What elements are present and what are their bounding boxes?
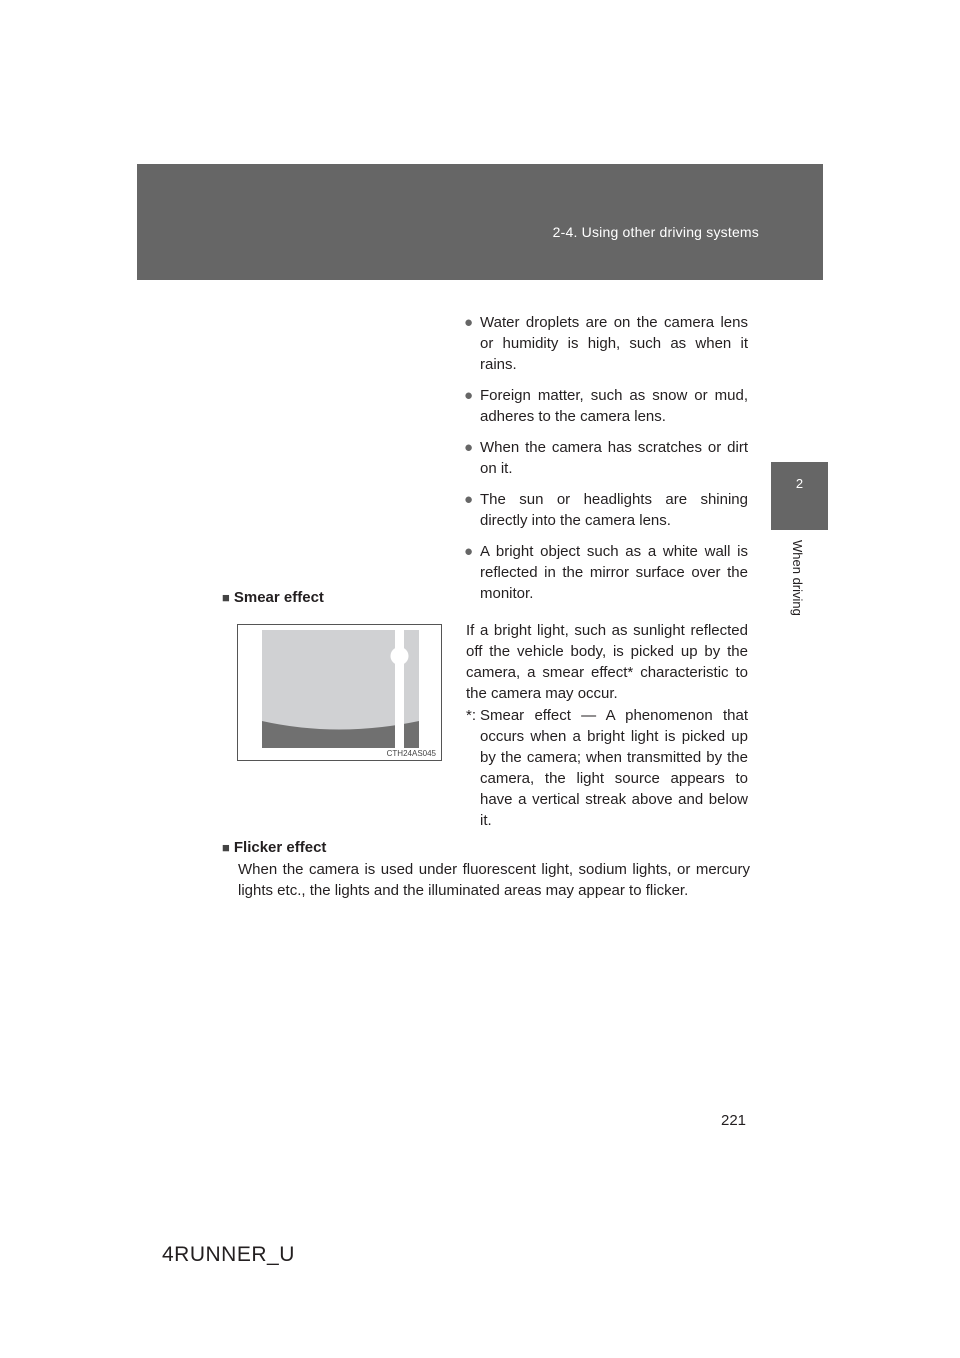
bullet-icon: ● <box>464 387 474 404</box>
list-item <box>464 385 748 427</box>
list-item <box>464 541 748 604</box>
section-title: 2-4. Using other driving systems <box>552 224 759 240</box>
smear-heading-text: Smear effect <box>233 589 324 606</box>
footnote-marker: *: <box>466 707 477 724</box>
condition-text: Water droplets are on the camera lens or humidity is high, such as when it rains. <box>480 314 748 373</box>
header-bar <box>137 164 823 280</box>
footnote-text: Smear effect — A phenomenon that occurs when a bright light is picked up by the camera; when transmitted by the camera, the light source appears to have a vertical streak above and below it. <box>480 707 748 829</box>
square-icon: ■ <box>222 590 230 605</box>
square-icon: ■ <box>222 840 230 855</box>
condition-text: The sun or headlights are shining directly into the camera lens. <box>480 491 748 529</box>
flicker-heading <box>222 837 326 858</box>
smear-footnote <box>466 705 748 831</box>
list-item <box>464 312 748 375</box>
condition-text: When the camera has scratches or dirt on it. <box>480 439 748 477</box>
condition-text: Foreign matter, such as snow or mud, adheres to the camera lens. <box>480 387 748 425</box>
list-item <box>464 489 748 531</box>
smear-effect-illustration <box>237 624 442 761</box>
monitor-screen-graphic <box>238 625 441 760</box>
bullet-icon: ● <box>464 314 474 331</box>
model-code: 4RUNNER_U <box>162 1243 295 1266</box>
light-source <box>391 647 409 665</box>
figure-code: CTH24AS045 <box>386 749 436 758</box>
condition-text: A bright object such as a white wall is reflected in the mirror surface over the monitor. <box>480 543 748 602</box>
flicker-heading-text: Flicker effect <box>233 839 327 856</box>
bullet-icon: ● <box>464 439 474 456</box>
chapter-tab <box>771 462 828 530</box>
conditions-list <box>464 312 748 614</box>
page-number: 221 <box>721 1112 747 1129</box>
chapter-number: 2 <box>795 476 804 491</box>
bullet-icon: ● <box>464 543 474 560</box>
chapter-label: When driving <box>790 540 805 616</box>
smear-description: If a bright light, such as sunlight reflected off the vehicle body, is picked up by the camera, a smear effect* characteristic to the camera may occur. <box>466 622 748 702</box>
flicker-description: When the camera is used under fluorescent light, sodium lights, or mercury lights etc., the lights and the illuminated areas may appear to flicker. <box>238 861 750 899</box>
list-item <box>464 437 748 479</box>
smear-heading <box>222 587 324 608</box>
bullet-icon: ● <box>464 491 474 508</box>
